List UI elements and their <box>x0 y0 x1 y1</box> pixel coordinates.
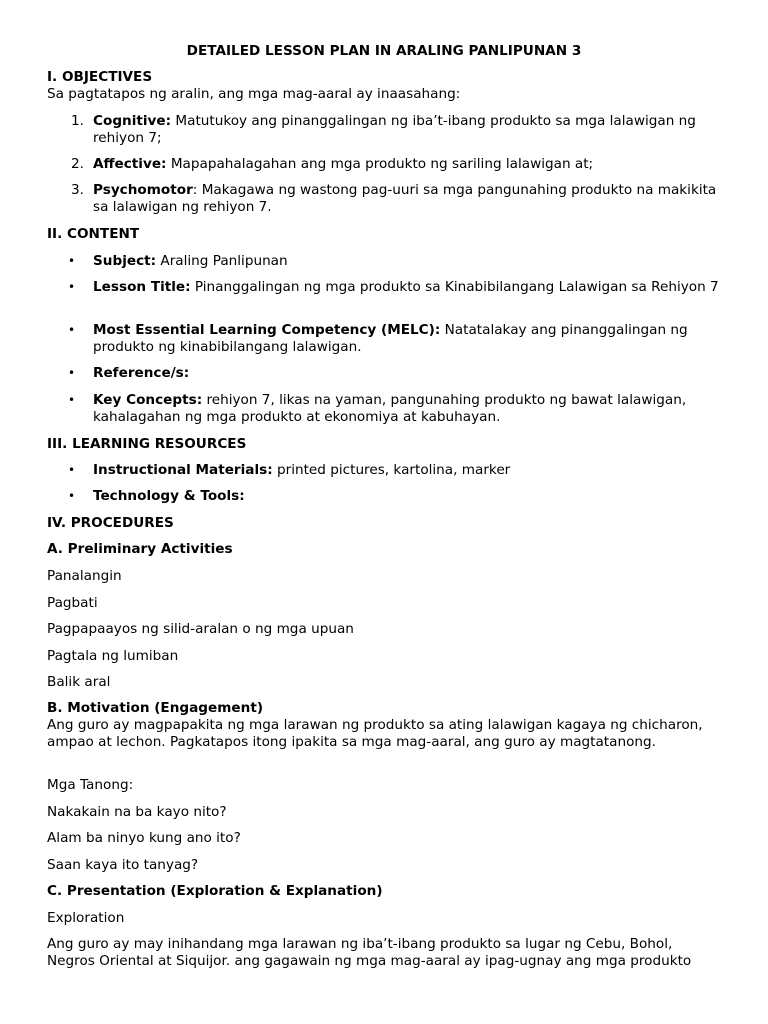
preliminary-item: Panalangin <box>47 568 122 584</box>
objective-number: 2. <box>71 156 84 172</box>
motivation-text: Ang guro ay magpapakita ng mga larawan ng produkto sa ating lalawigan kagaya ng chicharon, ampao at lechon. Pagkatapos itong ipakita sa mga mag-aaral, ang guro ay magtatanong. <box>47 717 703 750</box>
preliminary-item: Pagtala ng lumiban <box>47 648 179 664</box>
preliminary-heading: A. Preliminary Activities <box>47 541 233 557</box>
question-item: Saan kaya ito tanyag? <box>47 857 199 873</box>
content-text: Natatalakay ang pinanggalingan ng produkto ng kinabibilangang lalawigan. <box>93 322 688 355</box>
content-heading: II. CONTENT <box>47 226 140 242</box>
objective-item-cognitive <box>93 113 728 147</box>
objective-number: 1. <box>71 113 84 129</box>
objective-label: Psychomotor <box>93 182 193 198</box>
content-item-references <box>93 365 728 382</box>
content-label: Subject: <box>93 253 157 269</box>
content-label: Most Essential Learning Competency (MELC): <box>93 322 441 338</box>
objectives-heading: I. OBJECTIVES <box>47 69 153 85</box>
objective-number: 3. <box>71 182 84 198</box>
content-text: rehiyon 7, likas na yaman, pangunahing produkto ng bawat lalawigan, kahalagahan ng mga produkto at ekonomiya at kabuhayan. <box>93 392 687 425</box>
resource-text: printed pictures, kartolina, marker <box>272 462 511 478</box>
objective-label: Cognitive: <box>93 113 172 129</box>
objectives-intro: Sa pagtatapos ng aralin, ang mga mag-aaral ay inaasahang: <box>47 86 461 102</box>
presentation-heading: C. Presentation (Exploration & Explanation) <box>47 883 383 899</box>
objective-item-affective <box>93 156 728 173</box>
resource-item-materials <box>93 462 728 479</box>
bullet-icon: • <box>68 254 76 268</box>
objective-text: Matutukoy ang pinanggalingan ng iba’t-ibang produkto sa mga lalawigan ng rehiyon 7; <box>93 113 696 146</box>
questions-label: Mga Tanong: <box>47 777 134 793</box>
resource-label: Technology & Tools: <box>93 488 245 504</box>
content-text: Araling Panlipunan <box>156 253 288 269</box>
content-item-subject <box>93 253 728 270</box>
exploration-text: Ang guro ay may inihandang mga larawan ng iba’t-ibang produkto sa lugar ng Cebu, Bohol, Negros Oriental at Siquijor. ang gagawain ng mga mag-aaral ay ipag-ugnay ang mga produkto <box>47 936 692 969</box>
content-label: Lesson Title: <box>93 279 191 295</box>
resources-heading: III. LEARNING RESOURCES <box>47 436 247 452</box>
motivation-heading: B. Motivation (Engagement) <box>47 700 264 716</box>
bullet-icon: • <box>68 393 76 407</box>
resource-item-technology <box>93 488 728 505</box>
bullet-icon: • <box>68 366 76 380</box>
preliminary-item: Balik aral <box>47 674 111 690</box>
resource-label: Instructional Materials: <box>93 462 273 478</box>
preliminary-item: Pagpapaayos ng silid-aralan o ng mga upuan <box>47 621 354 637</box>
bullet-icon: • <box>68 323 76 337</box>
preliminary-item: Pagbati <box>47 595 98 611</box>
bullet-icon: • <box>68 463 76 477</box>
content-item-lesson-title <box>93 279 728 296</box>
content-item-key-concepts <box>93 392 728 426</box>
document-title: DETAILED LESSON PLAN IN ARALING PANLIPUNAN 3 <box>186 43 582 59</box>
objective-label: Affective: <box>93 156 167 172</box>
objective-item-psychomotor <box>93 182 728 216</box>
question-item: Nakakain na ba kayo nito? <box>47 804 227 820</box>
content-item-melc <box>93 322 728 356</box>
procedures-heading: IV. PROCEDURES <box>47 515 174 531</box>
exploration-label: Exploration <box>47 910 125 926</box>
objective-text: Mapapahalagahan ang mga produkto ng sariling lalawigan at; <box>166 156 594 172</box>
bullet-icon: • <box>68 489 76 503</box>
content-label: Reference/s: <box>93 365 190 381</box>
content-text: Pinanggalingan ng mga produkto sa Kinabibilangang Lalawigan sa Rehiyon 7 <box>190 279 719 295</box>
bullet-icon: • <box>68 280 76 294</box>
objective-text: : Makagawa ng wastong pag-uuri sa mga pangunahing produkto na makikita sa lalawigan ng rehiyon 7. <box>93 182 717 215</box>
question-item: Alam ba ninyo kung ano ito? <box>47 830 241 846</box>
content-label: Key Concepts: <box>93 392 203 408</box>
